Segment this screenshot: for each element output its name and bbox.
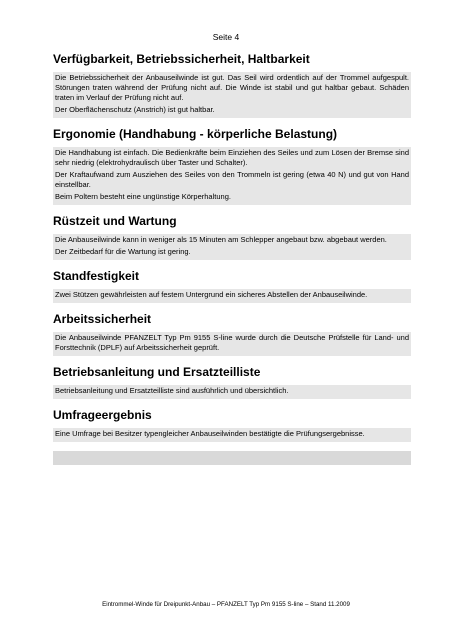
paragraph: Der Zeitbedarf für die Wartung ist gering.	[55, 247, 191, 256]
section-heading: Rüstzeit und Wartung	[53, 214, 177, 228]
section-body	[53, 332, 411, 356]
section-body	[53, 385, 411, 399]
section-body	[53, 147, 411, 205]
section-arbeitssicherheit	[53, 312, 411, 356]
paragraph: Zwei Stützen gewährleisten auf festem Untergrund ein sicheres Abstellen der Anbauseilwinde.	[55, 290, 368, 299]
section-heading: Betriebsanleitung und Ersatzteilliste	[53, 365, 261, 379]
section-heading: Standfestigkeit	[53, 269, 140, 283]
section-ergonomie	[53, 127, 411, 205]
paragraph: Die Anbauseilwinde kann in weniger als 15 Minuten am Schlepper angebaut bzw. abgebaut werden.	[55, 235, 387, 244]
section-heading: Ergonomie (Handhabung - körperliche Belastung)	[53, 127, 338, 141]
paragraph: Die Betriebssicherheit der Anbauseilwinde ist gut. Das Seil wird ordentlich auf der Trommel aufgespult. Störungen traten während der Prüfung nicht auf. Die Winde ist stabil und gut haltbar gebaut. Schäden traten im Verlauf der Prüfung nicht auf.	[55, 73, 409, 102]
section-body	[53, 289, 411, 303]
section-body	[53, 72, 411, 118]
section-ruestzeit	[53, 214, 411, 260]
section-body	[53, 234, 411, 260]
separator-bar	[53, 451, 411, 465]
section-umfrageergebnis	[53, 408, 411, 442]
section-betriebsanleitung	[53, 365, 411, 399]
paragraph: Die Handhabung ist einfach. Die Bedienkräfte beim Einziehen des Seiles und zum Lösen der Bremse sind sehr niedrig (elektrohydraulisch über Taster und Schalter).	[55, 148, 409, 167]
paragraph: Die Anbauseilwinde PFANZELT Typ Pm 9155 S-line wurde durch die Deutsche Prüfstelle für Land- und Forsttechnik (DPLF) auf Arbeitssicherheit geprüft.	[55, 333, 409, 352]
page-footer: Eintrommel-Winde für Dreipunkt-Anbau – PFANZELT Typ Pm 9155 S-line – Stand 11.2009	[102, 601, 350, 608]
section-heading: Umfrageergebnis	[53, 408, 152, 422]
paragraph: Der Oberflächenschutz (Anstrich) ist gut haltbar.	[55, 105, 215, 114]
section-body	[53, 428, 411, 442]
section-heading: Arbeitssicherheit	[53, 312, 152, 326]
page-number: Seite 4	[212, 32, 240, 42]
section-standfestigkeit	[53, 269, 411, 303]
content	[53, 52, 411, 465]
paragraph: Beim Poltern besteht eine ungünstige Körperhaltung.	[55, 192, 231, 201]
section-verfuegbarkeit	[53, 52, 411, 118]
paragraph: Eine Umfrage bei Besitzer typengleicher Anbauseilwinden bestätigte die Prüfungsergebnisse.	[55, 429, 365, 438]
section-heading: Verfügbarkeit, Betriebssicherheit, Haltbarkeit	[53, 52, 310, 66]
paragraph: Betriebsanleitung und Ersatzteilliste sind ausführlich und übersichtlich.	[55, 386, 289, 395]
paragraph: Der Kraftaufwand zum Ausziehen des Seiles von den Trommeln ist gering (etwa 40 N) und gut von Hand einstellbar.	[55, 170, 409, 189]
